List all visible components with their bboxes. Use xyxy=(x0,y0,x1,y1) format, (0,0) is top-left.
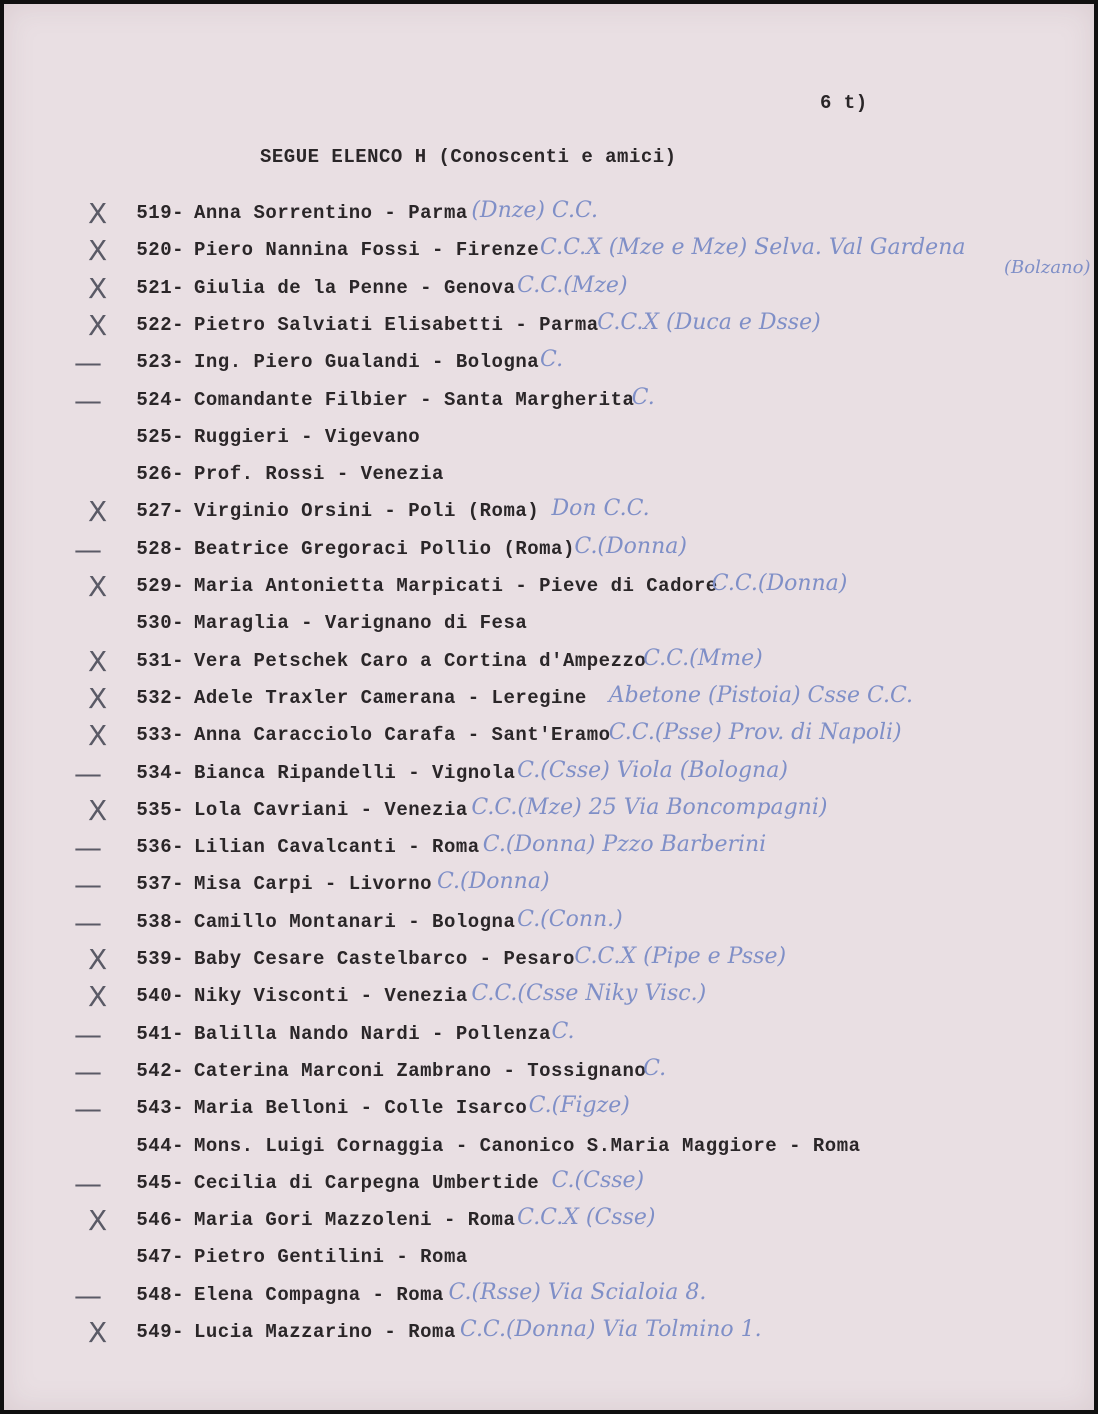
handwritten-note: C.C.(Mme) xyxy=(643,645,763,671)
entry-number: 535- xyxy=(136,798,184,821)
handwritten-note: C.C.X (Duca e Dsse) xyxy=(597,309,821,335)
entry-text: Beatrice Gregoraci Pollio (Roma) xyxy=(194,537,575,560)
pencil-cross-mark: X xyxy=(88,495,108,529)
list-item xyxy=(4,570,1094,611)
pencil-dash-mark: — xyxy=(74,346,102,380)
entry-number: 531- xyxy=(136,649,184,672)
entry-text: Caterina Marconi Zambrano - Tossignano xyxy=(194,1059,647,1082)
list-item xyxy=(4,1017,1094,1059)
entry-number: 538- xyxy=(136,910,184,933)
entry-number: 529- xyxy=(136,575,184,597)
entry-number: 537- xyxy=(136,873,184,896)
handwritten-note-continuation: (Bolzano) xyxy=(1004,257,1091,279)
pencil-cross-mark: X xyxy=(88,943,108,976)
pencil-dash-mark: — xyxy=(74,868,102,902)
handwritten-note: C.(Donna) xyxy=(437,869,550,895)
entry-number: 548- xyxy=(136,1283,184,1306)
handwritten-note: C.C.(Mze) 25 Via Boncompagni) xyxy=(471,794,828,820)
entry-number: 519- xyxy=(136,202,184,224)
list-item xyxy=(4,1278,1094,1320)
entry-text: Misa Carpi - Livorno xyxy=(194,873,433,896)
pencil-dash-mark: — xyxy=(74,1166,102,1200)
list-item xyxy=(4,943,1094,984)
pencil-dash-mark: — xyxy=(74,905,102,939)
list-item xyxy=(4,980,1094,1021)
entry-text: Anna Sorrentino - Parma xyxy=(194,202,468,224)
pencil-dash-mark: — xyxy=(74,756,102,790)
list-item xyxy=(4,681,1094,723)
entry-text: Comandante Filbier - Santa Margherita xyxy=(194,388,635,411)
handwritten-note: (Dnze) C.C. xyxy=(471,198,599,223)
pencil-dash-mark: — xyxy=(74,831,102,865)
list-item xyxy=(4,532,1094,574)
list-item xyxy=(4,905,1094,947)
handwritten-note: Abetone (Pistoia) Csse C.C. xyxy=(608,682,914,708)
entry-text: Vera Petschek Caro a Cortina d'Ampezzo xyxy=(194,649,647,672)
handwritten-note: C.(Conn.) xyxy=(517,906,623,932)
entry-text: Pietro Gentilini - Roma xyxy=(194,1246,468,1269)
entry-text: Baby Cesare Castelbarco - Pesaro xyxy=(194,948,575,970)
entry-number: 520- xyxy=(136,239,184,262)
list-item xyxy=(4,868,1094,909)
typed-document-page xyxy=(4,4,1094,1410)
pencil-cross-mark: X xyxy=(88,1204,108,1238)
list-heading: SEGUE ELENCO H (Conoscenti e amici) xyxy=(260,146,677,168)
list-item xyxy=(4,1054,1094,1096)
entry-number: 543- xyxy=(136,1097,184,1120)
pencil-cross-mark: X xyxy=(88,197,108,230)
pencil-cross-mark: X xyxy=(88,234,108,268)
list-item xyxy=(4,1204,1094,1245)
entry-number: 549- xyxy=(136,1321,184,1343)
entry-text: Lilian Cavalcanti - Roma xyxy=(194,836,480,859)
entry-text: Camillo Montanari - Bologna xyxy=(194,910,516,933)
list-item xyxy=(4,308,1094,350)
list-item xyxy=(4,383,1094,425)
pencil-dash-mark: — xyxy=(74,532,102,566)
entry-number: 533- xyxy=(136,724,184,747)
pencil-cross-mark: X xyxy=(88,308,108,342)
entry-text: Balilla Nando Nardi - Pollenza xyxy=(194,1022,552,1045)
handwritten-note: C. xyxy=(540,347,564,373)
entry-text: Cecilia di Carpegna Umbertide xyxy=(194,1171,540,1194)
entry-text: Piero Nannina Fossi - Firenze xyxy=(194,239,540,262)
entry-text: Maria Gori Mazzoleni - Roma xyxy=(194,1209,516,1232)
handwritten-note: C.(Csse) Viola (Bologna) xyxy=(517,757,788,783)
entry-text: Ruggieri - Vigevano xyxy=(194,425,421,448)
handwritten-note: C.C.X (Pipe e Psse) xyxy=(574,944,787,969)
entry-number: 534- xyxy=(136,761,184,784)
entry-number: 525- xyxy=(136,425,184,448)
handwritten-note: C.(Figze) xyxy=(528,1093,630,1119)
list-item xyxy=(4,1166,1094,1208)
handwritten-note: C.C.(Donna) xyxy=(711,571,848,596)
entry-number: 545- xyxy=(136,1171,184,1194)
list-item xyxy=(4,756,1094,798)
pencil-cross-mark: X xyxy=(88,980,108,1014)
entry-number: 522- xyxy=(136,313,184,336)
list-item xyxy=(4,463,1094,499)
page-number: 6 t) xyxy=(820,92,868,114)
list-item xyxy=(4,426,1094,462)
entry-number: 541- xyxy=(136,1022,184,1045)
entry-text: Virginio Orsini - Poli (Roma) xyxy=(194,500,540,523)
list-item xyxy=(4,1135,1094,1171)
entry-text: Mons. Luigi Cornaggia - Canonico S.Maria Maggiore - Roma xyxy=(194,1134,861,1157)
pencil-dash-mark: — xyxy=(74,1017,102,1051)
entry-number: 521- xyxy=(136,276,184,299)
pencil-cross-mark: X xyxy=(88,644,108,678)
entry-text: Prof. Rossi - Venezia xyxy=(194,463,444,486)
entry-text: Pietro Salviati Elisabetti - Parma xyxy=(194,313,599,336)
handwritten-note: C.(Csse) xyxy=(551,1167,645,1193)
list-item xyxy=(4,793,1094,835)
entry-number: 523- xyxy=(136,351,184,374)
entry-number: 526- xyxy=(136,463,184,486)
handwritten-note: C.C.(Donna) Via Tolmino 1. xyxy=(459,1317,762,1342)
pencil-dash-mark: — xyxy=(74,1278,102,1312)
list-item xyxy=(4,719,1094,760)
handwritten-note: C.(Rsse) Via Scialoia 8. xyxy=(448,1279,707,1305)
list-item xyxy=(4,1316,1094,1357)
handwritten-note: C.C.X (Mze e Mze) Selva. Val Gardena xyxy=(540,235,966,261)
pencil-cross-mark: X xyxy=(88,570,108,603)
entry-text: Ing. Piero Gualandi - Bologna xyxy=(194,351,540,374)
pencil-dash-mark: — xyxy=(74,1054,102,1088)
entry-number: 547- xyxy=(136,1246,184,1269)
pencil-cross-mark: X xyxy=(88,719,108,753)
entry-number: 542- xyxy=(136,1059,184,1082)
handwritten-note: Don C.C. xyxy=(551,496,650,522)
entry-text: Bianca Ripandelli - Vignola xyxy=(194,761,516,784)
list-item xyxy=(4,495,1094,536)
list-item xyxy=(4,1092,1094,1133)
list-item xyxy=(4,612,1094,648)
list-item xyxy=(4,1246,1094,1282)
entry-number: 536- xyxy=(136,836,184,859)
entry-number: 540- xyxy=(136,985,184,1008)
entry-number: 524- xyxy=(136,388,184,411)
entry-text: Anna Caracciolo Carafa - Sant'Eramo xyxy=(194,724,611,747)
pencil-cross-mark: X xyxy=(88,681,108,715)
entry-text: Niky Visconti - Venezia xyxy=(194,985,468,1008)
entry-number: 546- xyxy=(136,1209,184,1232)
pencil-dash-mark: — xyxy=(74,1092,102,1126)
pencil-dash-mark: — xyxy=(74,383,102,417)
pencil-cross-mark: X xyxy=(88,1316,108,1349)
pencil-cross-mark: X xyxy=(88,271,108,305)
list-item xyxy=(4,831,1094,872)
entry-number: 527- xyxy=(136,500,184,523)
entry-text: Giulia de la Penne - Genova xyxy=(194,276,516,299)
handwritten-note: C. xyxy=(631,384,655,410)
entry-text: Lola Cavriani - Venezia xyxy=(194,798,468,821)
entry-text: Maria Belloni - Colle Isarco xyxy=(194,1097,528,1120)
handwritten-note: C.C.(Psse) Prov. di Napoli) xyxy=(608,720,902,746)
list-item xyxy=(4,346,1094,387)
handwritten-note: C. xyxy=(551,1018,575,1044)
entry-number: 544- xyxy=(136,1134,184,1157)
handwritten-note: C.(Donna) xyxy=(574,533,687,559)
list-item xyxy=(4,271,1094,313)
entry-text: Elena Compagna - Roma xyxy=(194,1283,444,1306)
pencil-cross-mark: X xyxy=(88,793,108,827)
handwritten-note: C.(Donna) Pzzo Barberini xyxy=(482,832,767,858)
list-item xyxy=(4,234,1094,279)
entry-number: 528- xyxy=(136,537,184,560)
entry-number: 539- xyxy=(136,948,184,970)
handwritten-note: C. xyxy=(643,1055,667,1081)
handwritten-note: C.C.(Mze) xyxy=(517,272,628,298)
entry-number: 532- xyxy=(136,686,184,709)
entry-text: Maraglia - Varignano di Fesa xyxy=(194,612,528,635)
list-item xyxy=(4,197,1094,238)
entry-text: Lucia Mazzarino - Roma xyxy=(194,1321,456,1343)
entry-text: Adele Traxler Camerana - Leregine xyxy=(194,686,587,709)
handwritten-note: C.C.X (Csse) xyxy=(517,1205,656,1231)
entry-number: 530- xyxy=(136,612,184,635)
entry-text: Maria Antonietta Marpicati - Pieve di Cadore xyxy=(194,575,718,597)
list-item xyxy=(4,644,1094,686)
handwritten-note: C.C.(Csse Niky Visc.) xyxy=(471,981,707,1007)
